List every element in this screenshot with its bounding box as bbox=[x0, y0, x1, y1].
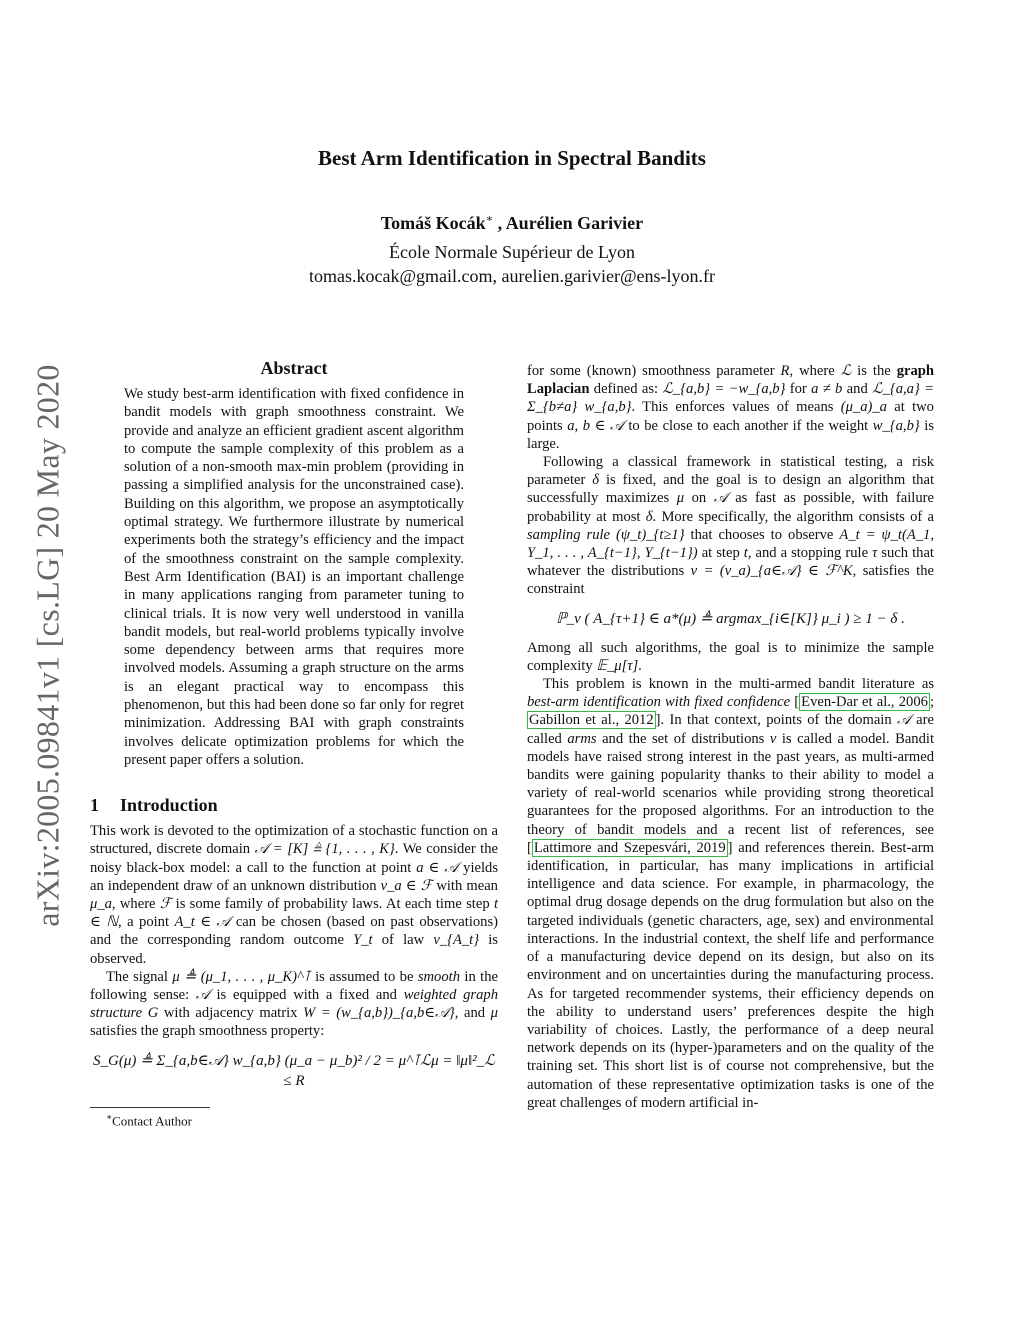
math-inline: W = (w_{a,b})_{a,b∈𝒜} bbox=[303, 1005, 455, 1022]
paper-title: Best Arm Identification in Spectral Bandits bbox=[318, 146, 706, 170]
text-run: , satisfies the constraint bbox=[527, 563, 934, 598]
math-inline: μ bbox=[490, 1005, 498, 1022]
right-paragraph-2 bbox=[527, 453, 934, 599]
text-run: This work is devoted to the optimization of a stochastic function on a structured, discrete domain bbox=[90, 823, 498, 858]
math-inline: ℒ_{a,a} = Σ_{b≠a} w_{a,b} bbox=[527, 381, 934, 416]
emphasis: arms bbox=[567, 730, 597, 747]
text-run: defined as: bbox=[589, 381, 663, 398]
right-paragraph-3 bbox=[527, 639, 934, 675]
arxiv-id-text: arXiv:2005.09841v1 [cs.LG] 20 May 2020 bbox=[29, 363, 66, 927]
text-run: at step bbox=[697, 545, 744, 562]
author-1: Tomáš Kocák bbox=[380, 213, 486, 233]
text-run: for some (known) smoothness parameter bbox=[527, 363, 781, 379]
affiliation: École Normale Supérieur de Lyon bbox=[389, 242, 635, 262]
author-footnote-mark[interactable]: ∗ bbox=[485, 213, 494, 225]
text-run: is assumed to be bbox=[310, 968, 418, 985]
left-column bbox=[90, 358, 498, 1129]
emphasis: best-arm identification with fixed confidence bbox=[527, 694, 791, 711]
text-run: in the following sense: bbox=[90, 968, 498, 1004]
text-run: is fixed, and the goal is to design an algorithm that successfully maximizes bbox=[527, 472, 934, 507]
emphasis: sampling rule bbox=[527, 526, 611, 543]
text-run: to be close to each another if the weight bbox=[623, 417, 873, 434]
math-inline: δ bbox=[592, 472, 600, 489]
math-inline: μ bbox=[676, 490, 685, 507]
citation-link-lattimore[interactable]: Lattimore and Szepesvári, 2019 bbox=[533, 839, 726, 856]
text-run: . More specifically, the algorithm consists of a bbox=[652, 508, 934, 525]
math-inline: 𝒜 bbox=[713, 490, 728, 507]
text-run: with adjacency matrix bbox=[158, 1005, 304, 1022]
author-separator: , bbox=[493, 213, 506, 233]
text-run: for bbox=[785, 381, 812, 398]
right-paragraph-1 bbox=[527, 362, 934, 453]
math-inline: ν_{A_t} bbox=[433, 932, 480, 949]
text-run: . This enforces values of means bbox=[631, 399, 841, 416]
text-run: is large. bbox=[527, 417, 935, 452]
text-run: is the bbox=[851, 363, 897, 379]
math-inline: 𝒜 = [K] ≜ {1, . . . , K} bbox=[254, 841, 395, 858]
citation-link-even-dar[interactable]: Even-Dar et al., 2006 bbox=[801, 694, 928, 711]
text-run: satisfies the graph smoothness property: bbox=[90, 1023, 325, 1040]
footnote-text: Contact Author bbox=[112, 1113, 192, 1128]
text-run: of law bbox=[372, 932, 434, 949]
text-run: . We consider the noisy black-box model: a call to the function at point bbox=[90, 841, 498, 876]
text-run: Following a classical framework in statistical testing, a risk parameter bbox=[527, 454, 934, 489]
text-run: . bbox=[638, 657, 642, 674]
math-inline: ℱ bbox=[159, 896, 172, 913]
math-inline: a ≠ b bbox=[811, 381, 843, 398]
text-run: is called a model. Bandit models have raised strong interest in the past years, as multi-armed bandits were gaining popularity thanks to their ability to model a variety of real-world scenarios while providing strong theoretical guarantees for the proposed algorithms. For an introduction to the theory of bandit models and a recent list of references, see [ bbox=[527, 730, 934, 856]
text-run: This problem is known in the multi-armed bandit literature as bbox=[543, 676, 934, 693]
text-run: , where bbox=[789, 363, 841, 379]
text-run: as fast as possible, with failure probability at most bbox=[527, 490, 934, 525]
math-inline: δ bbox=[645, 508, 653, 525]
math-inline: ν = (ν_a)_{a∈𝒜} ∈ ℱ^K bbox=[690, 563, 853, 580]
text-run: with mean bbox=[432, 877, 498, 894]
bold-term: graph Laplacian bbox=[527, 363, 934, 398]
text-run: are called bbox=[527, 712, 934, 747]
math-inline: 𝒜 bbox=[897, 712, 911, 729]
text-run: on bbox=[684, 490, 714, 507]
math-inline: (μ_a)_a bbox=[840, 399, 887, 416]
footnote-mark: ∗ bbox=[106, 1111, 113, 1122]
citation-link-gabillon[interactable]: Gabillon et al., 2012 bbox=[529, 712, 654, 729]
author-emails: tomas.kocak@gmail.com, aurelien.garivier@ens-lyon.fr bbox=[308, 266, 716, 286]
text-run: at two points bbox=[527, 399, 934, 434]
equation-smoothness: S_G(μ) ≜ Σ_{a,b∈𝒜} w_{a,b} (μ_a − μ_b)² / 2 = μ^⊺ℒμ = ‖μ‖²_ℒ ≤ R bbox=[93, 1052, 495, 1089]
emphasis: smooth bbox=[417, 968, 460, 985]
math-inline: 𝒜 bbox=[195, 987, 210, 1004]
arxiv-identifier-stamp bbox=[26, 345, 70, 945]
math-inline: τ bbox=[872, 545, 878, 562]
intro-paragraph-1 bbox=[90, 822, 498, 968]
text-run: is observed. bbox=[90, 932, 498, 967]
emphasis: weighted graph structure bbox=[90, 987, 498, 1022]
math-inline: a, b ∈ 𝒜 bbox=[567, 417, 624, 434]
text-run: , and bbox=[454, 1005, 491, 1022]
right-column bbox=[527, 362, 934, 1112]
footnote bbox=[106, 1112, 498, 1129]
math-inline: μ_a bbox=[90, 896, 112, 913]
math-inline: ν_a ∈ ℱ bbox=[380, 877, 433, 894]
math-inline: w_{a,b} bbox=[872, 417, 920, 434]
equation-probability-constraint: ℙ_ν ( A_{τ+1} ∈ a*(μ) ≜ argmax_{i∈[K]} μ_i ) ≥ 1 − δ . bbox=[556, 610, 905, 627]
math-inline: R bbox=[780, 363, 790, 379]
math-inline: A_t ∈ 𝒜 bbox=[174, 914, 231, 931]
text-run: , and a stopping rule bbox=[747, 545, 873, 562]
text-run: , where bbox=[111, 896, 160, 913]
text-run: yields an independent draw of an unknown distribution bbox=[90, 859, 499, 894]
text-run: ]. In that context, points of the domain bbox=[655, 712, 898, 729]
text-run: and bbox=[842, 381, 873, 398]
text-run: that chooses to observe bbox=[684, 526, 840, 543]
math-inline: ν bbox=[769, 730, 777, 747]
text-run: is equipped with a fixed and bbox=[209, 987, 404, 1004]
math-inline: t ∈ ℕ bbox=[90, 896, 498, 931]
author-2: Aurélien Garivier bbox=[505, 213, 644, 233]
text-run: Among all such algorithms, the goal is to minimize the sample complexity bbox=[527, 639, 934, 674]
math-inline: A_t = ψ_t(A_1, Y_1, . . . , A_{t−1}, Y_{t−1}) bbox=[527, 526, 934, 562]
intro-paragraph-2 bbox=[90, 968, 498, 1041]
text-run: , a point bbox=[117, 914, 175, 931]
section-title: Introduction bbox=[120, 795, 218, 816]
section-number: 1 bbox=[90, 795, 99, 816]
math-inline: μ ≜ (μ_1, . . . , μ_K)^⊺ bbox=[172, 968, 311, 985]
right-paragraph-4 bbox=[527, 675, 934, 1112]
math-inline: 𝔼_μ[τ] bbox=[596, 657, 639, 674]
section-heading-introduction bbox=[90, 795, 498, 816]
math-inline: t bbox=[743, 545, 748, 562]
math-inline: ℒ bbox=[840, 363, 852, 379]
author-line bbox=[0, 212, 1024, 234]
math-inline: ℒ_{a,b} = −w_{a,b} bbox=[662, 381, 786, 398]
text-run: such that whatever the distributions bbox=[527, 545, 934, 580]
abstract-heading: Abstract bbox=[260, 358, 328, 378]
text-run: is some family of probability laws. At each time step bbox=[171, 896, 494, 913]
text-run: The signal bbox=[106, 968, 173, 985]
abstract-text: We study best-arm identification with fixed confidence in bandit models with graph smoothness constraint. We provide and analyze an efficient gradient ascent algorithm to compute the sample complexity of this problem as a solution of a non-smooth max-min problem (providing in passing a simplified analysis for the unconstrained case). Building on this algorithm, we propose an asymptotically optimal strategy. We furthermore illustrate by numerical experiments both the strategy’s efficiency and the impact of the smoothness constraint on the sample complexity. Best Arm Identification (BAI) is an important challenge in many applications ranging from parameter tuning to clinical trials. It is now very well understood in vanilla bandit models, but real-world problems typically involve some dependency between arms that requires more involved models. Assuming a graph structure on the arms is an elegant practical way to encompass this phenomenon, but this had been done so far only for regret minimization. Addressing BAI with graph constraints involves delicate optimization problems for which the present paper offers a solution. bbox=[124, 386, 464, 768]
math-inline: a ∈ 𝒜 bbox=[416, 859, 459, 876]
text-run: and the set of distributions bbox=[596, 730, 770, 747]
math-inline: Y_t bbox=[353, 932, 373, 949]
math-inline: G bbox=[142, 1005, 159, 1022]
text-run: [ bbox=[790, 694, 800, 711]
footnote-rule bbox=[90, 1107, 210, 1108]
text-run: can be chosen (based on past observations) and the corresponding random outcome bbox=[90, 914, 499, 949]
text-run: ; bbox=[929, 694, 935, 711]
text-run: ] and references therein. Best-arm identification, in particular, has many implications in artificial intelligence and data science. For example, in pharmacology, the optimal drug dosage depends on the drug formulation but also on the targeted individuals (genetic characters, age, sex) and environmental interactions. In the industrial context, the shelf life and performance of a manufacturing device depend on its design, but also on its environment and on uncertainties during the manufacturing process. As for targeted recommender systems, their efficiency depends on the ability to understand users’ preferences despite the high variability of choices. Lastly, the performance of a deep neural network depends on its (hyper-)parameters and on the quality of the training set. This short list is of course not comprehensive, but the automation of these representative optimization tasks is one of the great challenges of modern artificial in- bbox=[527, 839, 934, 1111]
math-inline: (ψ_t)_{t≥1} bbox=[610, 526, 685, 543]
